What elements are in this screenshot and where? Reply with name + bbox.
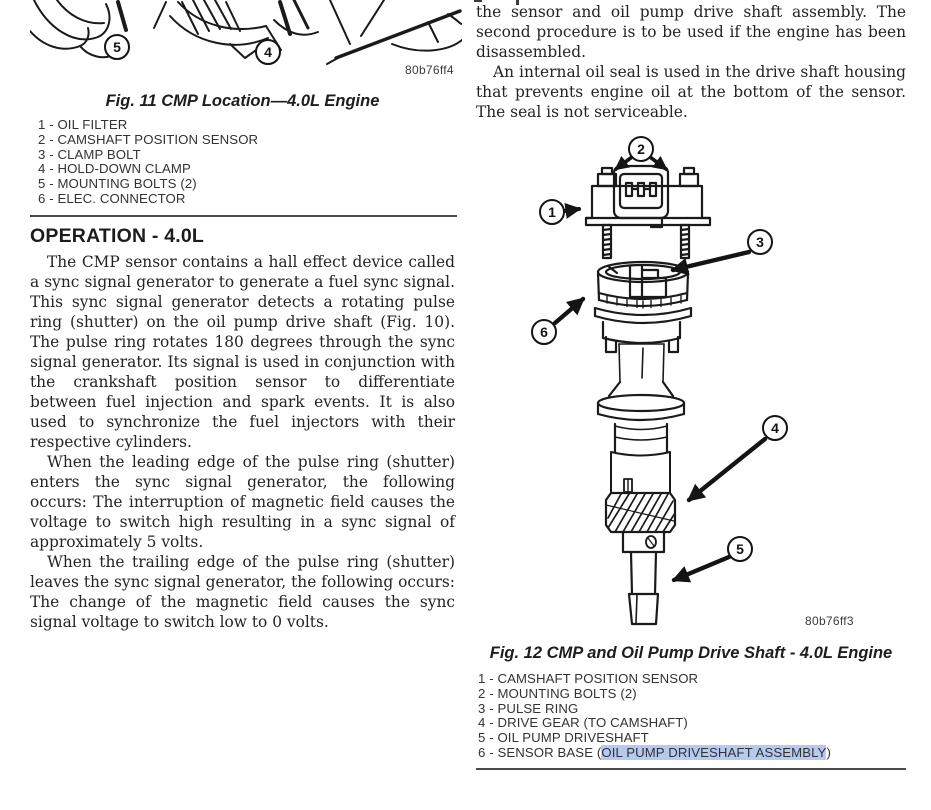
body-paragraph: the sensor and oil pump drive shaft assembly. The second procedure is to be used if the engine has been disassembled. xyxy=(476,3,906,61)
selected-text-highlight[interactable]: OIL PUMP DRIVESHAFT ASSEMBLY xyxy=(601,744,827,760)
figure-11-line-art xyxy=(30,0,462,82)
figure-12-legend xyxy=(478,672,906,761)
fig12-callout-3 xyxy=(747,229,773,255)
left-column-rule xyxy=(30,215,457,217)
figure-12-caption: Fig. 12 CMP and Oil Pump Drive Shaft - 4.0L Engine xyxy=(489,644,893,662)
legend-item: 3 - CLAMP BOLT xyxy=(38,146,141,162)
right-column-intro xyxy=(476,2,906,122)
figure-11-caption: Fig. 11 CMP Location—4.0L Engine xyxy=(105,92,380,110)
legend-item: 1 - CAMSHAFT POSITION SENSOR xyxy=(478,671,699,686)
fig12-callout-6-number: 6 xyxy=(540,324,548,340)
fig12-figure-code: 80b76ff3 xyxy=(805,614,854,628)
fig12-callout-3-number: 3 xyxy=(756,234,764,250)
right-column-rule xyxy=(476,768,906,770)
legend-item: 1 - OIL FILTER xyxy=(38,117,128,132)
fig11-figure-code: 80b76ff4 xyxy=(405,63,454,77)
operation-body xyxy=(30,252,455,632)
fig12-callout-5-number: 5 xyxy=(736,541,744,557)
body-paragraph: When the leading edge of the pulse ring (shutter) enters the sync signal generator, the following occurs: The interruption of magnetic field causes the voltage to switch high resulting in a sync signal of approximately 5 volts. xyxy=(30,453,455,551)
legend-item: 4 - DRIVE GEAR (TO CAMSHAFT) xyxy=(478,715,688,731)
fig12-callout-2 xyxy=(628,136,654,162)
figure-11-art xyxy=(30,0,462,82)
legend-item: 2 - CAMSHAFT POSITION SENSOR xyxy=(38,131,259,147)
fig12-callout-1-number: 1 xyxy=(548,204,556,220)
legend-item: 3 - PULSE RING xyxy=(478,700,579,716)
operation-heading: OPERATION - 4.0L xyxy=(30,225,205,247)
fig12-callout-4 xyxy=(762,415,788,441)
fig12-callout-5 xyxy=(727,536,753,562)
body-paragraph: When the trailing edge of the pulse ring (shutter) leaves the sync signal generator, the following occurs: The change of the magnetic field causes the sync signal voltage to switch low to 0 volts. xyxy=(30,553,455,631)
legend-item: 6 - ELEC. CONNECTOR xyxy=(38,190,186,206)
fig12-callout-1 xyxy=(539,199,565,225)
fig12-callout-2-number: 2 xyxy=(637,141,645,157)
legend-item-6-prefix: 6 - SENSOR BASE ( xyxy=(478,744,602,760)
legend-item-6 xyxy=(478,746,906,761)
fig12-callout-6 xyxy=(531,319,557,345)
fig11-callout-5 xyxy=(104,34,130,60)
figure-11-legend xyxy=(38,118,458,207)
body-paragraph: An internal oil seal is used in the drive shaft housing that prevents engine oil at the bottom of the sensor. The seal is not serviceable. xyxy=(476,63,906,121)
legend-item: 5 - OIL PUMP DRIVESHAFT xyxy=(478,730,649,746)
legend-item-6-suffix: ) xyxy=(826,744,831,760)
legend-item: 5 - MOUNTING BOLTS (2) xyxy=(38,176,197,192)
fig12-callout-4-number: 4 xyxy=(771,420,779,436)
fig11-callout-5-number: 5 xyxy=(113,39,121,55)
body-paragraph: The CMP sensor contains a hall effect device called a sync signal generator to generate a fuel sync signal. This sync signal generator detects a rotating pulse ring (shutter) on the oil pump drive shaft (Fig. 10). The pulse ring rotates 180 degrees through the sync signal generator. Its signal is used in conjunction with the crankshaft position sensor to differentiate between fuel injection and spark events. It is also used to synchronize the fuel injectors with their respective cylinders. xyxy=(30,253,455,451)
figure-12-art xyxy=(480,132,910,632)
fig11-callout-4-number: 4 xyxy=(264,44,272,60)
legend-item: 2 - MOUNTING BOLTS (2) xyxy=(478,685,637,701)
legend-item: 4 - HOLD-DOWN CLAMP xyxy=(38,161,191,177)
fig11-callout-4 xyxy=(255,39,281,65)
